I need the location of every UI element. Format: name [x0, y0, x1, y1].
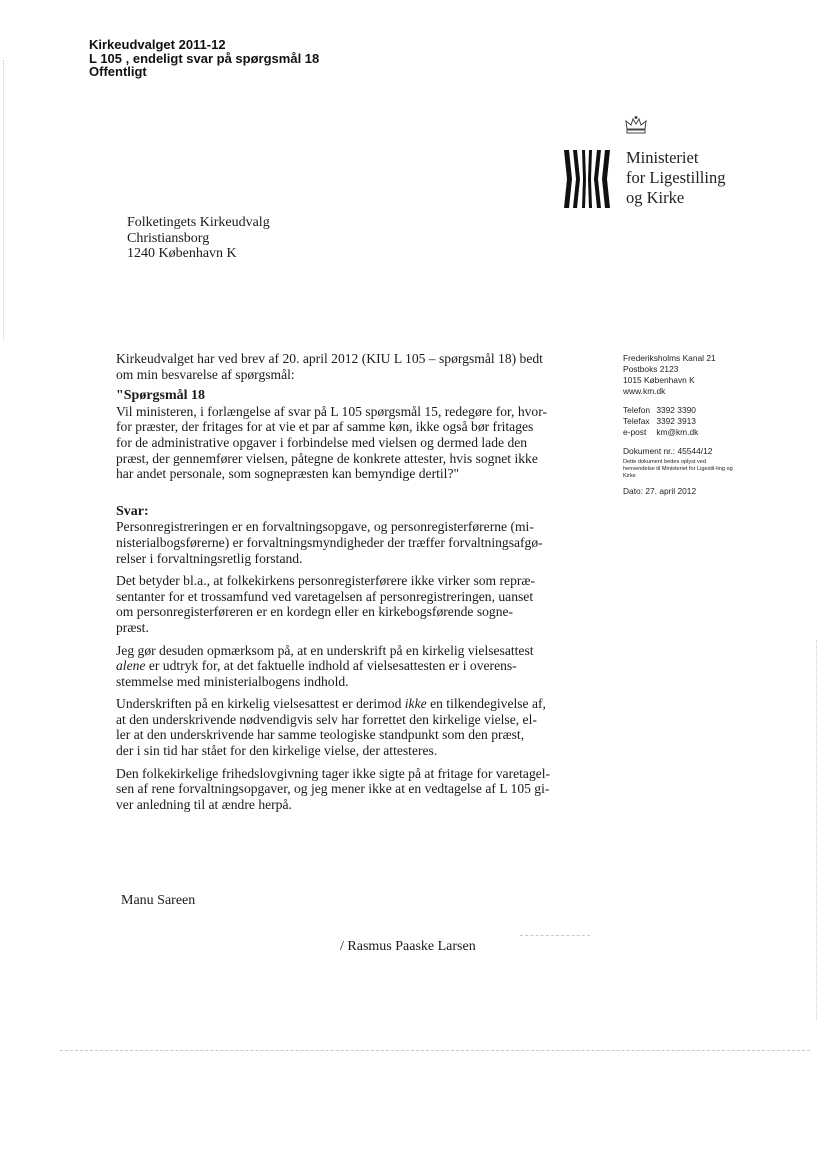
text-line: Det betyder bl.a., at folkekirkens personregisterførere ikke virker som repræ-	[116, 573, 535, 589]
email-row	[623, 427, 743, 438]
text-fragment: en tilkendegivelse af,	[426, 696, 546, 712]
document-stamp	[89, 38, 319, 79]
ministry-name-line: for Ligestilling	[626, 168, 726, 187]
ministry-name-line: og Kirke	[626, 188, 685, 207]
stamp-reference: L 105 , endeligt svar på spørgsmål 18	[89, 50, 320, 66]
emphasis-text: ikke	[404, 696, 427, 712]
fax-label: Telefax	[623, 416, 650, 426]
text-line: Vil ministeren, i forlængelse af svar på L 105 spørgsmål 15, redegøre for, hvor-	[116, 403, 547, 419]
answer-paragraph	[116, 766, 576, 813]
text-line: om min besvarelse af spørgsmål:	[116, 366, 295, 382]
phone-row	[623, 405, 743, 416]
answer-paragraph	[116, 643, 576, 690]
text-line: stemmelse med ministerialbogens indhold.	[116, 673, 349, 689]
text-line: Jeg gør desuden opmærksom på, at en underskrift på en kirkelig vielsesattest	[116, 642, 534, 658]
phone-value: 3392 3390	[656, 405, 696, 415]
minister-signature: Manu Sareen	[121, 893, 196, 908]
text-line: Den folkekirkelige frihedslovgivning tager ikke sigte på at fritage for varetagel-	[116, 765, 551, 781]
document-number: Dokument nr.: 45544/12	[623, 446, 713, 456]
sender-city: 1015 København K	[623, 375, 695, 385]
text-fragment: er udtryk for, at det faktuelle indhold af vielsesattesten er i overens-	[145, 658, 517, 674]
answer-paragraph	[116, 573, 576, 635]
crown-icon	[624, 115, 648, 137]
text-line: har andet personale, som sognepræsten kan bemyndige dertil?"	[116, 466, 460, 482]
text-line: Kirkeudvalget har ved brev af 20. april 2012 (KIU L 105 – spørgsmål 18) bedt	[116, 351, 543, 366]
spacer	[623, 397, 743, 405]
sender-pobox: Postboks 2123	[623, 364, 679, 374]
stamp-committee: Kirkeudvalget 2011-12	[89, 37, 226, 52]
ministry-name-line: Ministeriet	[626, 148, 699, 167]
text-line: sen af rene forvaltningsopgaver, og jeg mener ikke at en vedtagelse af L 105 gi-	[116, 781, 550, 797]
addressee-block	[127, 215, 270, 262]
text-line: relser i forvaltningsretlig forstand.	[116, 550, 303, 566]
text-line: om personregisterføreren er en kordegn eller en kirkebogsførende sogne-	[116, 604, 514, 620]
email-label: e-post	[623, 427, 647, 437]
phone-label: Telefon	[623, 405, 651, 415]
spacer	[623, 438, 743, 446]
text-line: præst.	[116, 619, 149, 635]
reference-note: Dette dokument bedes oplyst ved henvendelse til Ministeriet for Ligestil-ling og Kirke	[623, 459, 733, 479]
text-line: nisterialbogsførerne) er forvaltningsmyndigheder der træffer forvaltningsafgø-	[116, 534, 543, 550]
question-block	[116, 388, 576, 482]
answer-heading: Svar:	[116, 503, 149, 519]
text-line: for præster, der fritages for at vie et par af samme køn, ikke også bør fritages	[116, 419, 534, 435]
scan-artifact-line	[60, 1050, 810, 1051]
text-line: for de administrative opgaver i forbindelse med vielsen og dermed lade den	[116, 434, 528, 450]
text-line	[116, 658, 576, 674]
ministry-name	[626, 148, 725, 208]
ministry-stripes-logo	[563, 148, 611, 210]
email-value: km@km.dk	[656, 427, 699, 437]
sender-street: Frederiksholms Kanal 21	[623, 353, 716, 363]
text-line: sentanter for et trossamfund ved varetagelsen af personregistreringen, uanset	[116, 588, 534, 604]
text-fragment: Underskriften på en kirkelig vielsesattest er derimod	[116, 696, 405, 712]
addressee-name: Folketingets Kirkeudvalg	[127, 215, 270, 230]
sender-info-sidebar	[623, 353, 743, 497]
answer-paragraph	[116, 696, 576, 758]
answer-paragraph	[116, 519, 576, 566]
text-line	[116, 696, 576, 712]
letter-body	[116, 351, 576, 819]
sender-website: www.km.dk	[623, 386, 666, 396]
official-signature: / Rasmus Paaske Larsen	[340, 939, 476, 954]
question-title: "Spørgsmål 18	[116, 388, 206, 404]
letter-date: Dato: 27. april 2012	[623, 486, 697, 496]
text-line: ler at den underskrivende har samme teologiske standpunkt som den præst,	[116, 727, 525, 743]
stamp-status: Offentligt	[89, 64, 147, 79]
scan-artifact-line	[520, 935, 590, 936]
addressee-building: Christiansborg	[127, 230, 210, 246]
scan-edge-mark	[816, 640, 817, 1020]
text-line: ver anledning til at ændre herpå.	[116, 796, 292, 812]
fax-value: 3392 3913	[656, 416, 696, 426]
emphasis-text: alene	[116, 658, 146, 674]
addressee-city: 1240 København K	[127, 246, 237, 261]
text-line: præst, der gennemfører vielsen, påtegne de konkrete attester, hvis sognet ikke	[116, 450, 538, 466]
text-line: Personregistreringen er en forvaltningsopgave, og personregisterførerne (mi-	[116, 519, 534, 535]
text-line: at den underskrivende nødvendigvis selv har forrettet den kirkelige vielse, el-	[116, 711, 537, 727]
intro-paragraph	[116, 351, 576, 382]
fax-row	[623, 416, 743, 427]
scan-edge-mark	[3, 60, 4, 340]
text-line: der i sin tid har stået for den kirkelige vielse, der attesteres.	[116, 743, 438, 759]
